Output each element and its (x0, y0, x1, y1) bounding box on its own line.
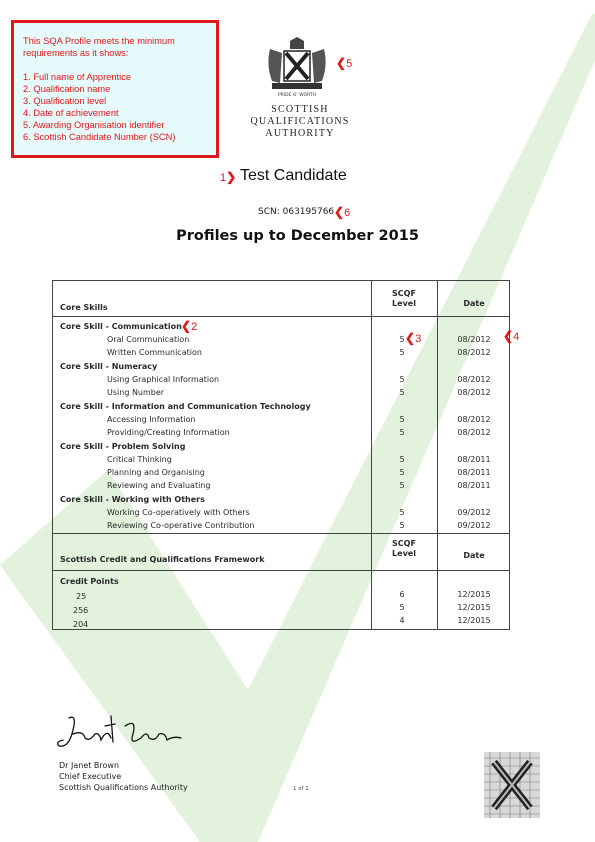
skill-name: Working Co-operatively with Others (107, 508, 250, 517)
results-table (52, 280, 510, 630)
signatory-name: Dr Janet Brown (59, 761, 120, 770)
credit-points-value: 256 (73, 606, 89, 615)
credit-points-value: 25 (76, 592, 87, 601)
section-heading: Core Skill - Numeracy (60, 362, 158, 371)
skill-name: Reviewing and Evaluating (107, 481, 211, 490)
skill-date: 08/2012 (457, 388, 491, 397)
skill-date: 08/2012 (457, 375, 491, 384)
section-heading: Core Skill - Working with Others (60, 495, 205, 504)
annotation-marker-4: ❮4 (503, 329, 520, 343)
skill-date: 08/2012 (457, 335, 491, 344)
logo-line-authority: AUTHORITY (265, 128, 335, 139)
info-intro-line: requirements as it shows: (23, 48, 129, 58)
info-intro-line: This SQA Profile meets the minimum (23, 36, 175, 46)
framework-col-scqf: SCQF (392, 539, 416, 548)
skill-level: 5 (399, 468, 405, 477)
handwritten-signature (55, 712, 185, 757)
section-heading: Core Skill - Communication (60, 322, 182, 331)
annotation-marker-5: ❮5 (336, 56, 353, 70)
skill-date: 08/2012 (457, 428, 491, 437)
credit-date: 12/2015 (457, 590, 491, 599)
logo-line-scottish: SCOTTISH (271, 104, 329, 115)
security-seal-icon (484, 752, 540, 818)
skill-level: 5 (399, 388, 405, 397)
col-header-scqf: SCQF (392, 289, 416, 298)
credit-level: 5 (399, 603, 405, 612)
skill-level: 5 (399, 455, 405, 464)
skill-name: Using Number (107, 388, 165, 397)
svg-text:PRIDE O' WORTH: PRIDE O' WORTH (277, 93, 317, 98)
scn-number: SCN: 063195766 (258, 207, 335, 217)
skill-level: 5 (399, 348, 405, 357)
skill-name: Critical Thinking (107, 455, 172, 464)
skill-level: 5 (399, 481, 405, 490)
framework-header: Scottish Credit and Qualifications Framework (60, 555, 265, 564)
skill-level: 5 (399, 335, 405, 344)
info-item: 3. Qualification level (23, 96, 107, 106)
framework-col-level: Level (392, 549, 416, 558)
credit-level: 4 (399, 616, 405, 625)
info-item: 1. Full name of Apprentice (23, 72, 132, 82)
signatory-organisation: Scottish Qualifications Authority (59, 783, 188, 792)
section-heading: Core Skill - Problem Solving (60, 442, 186, 451)
skill-name: Written Communication (107, 348, 202, 357)
annotation-marker-1: 1❯ (220, 170, 237, 184)
section-heading: Core Skill - Information and Communication Technology (60, 402, 311, 411)
credit-date: 12/2015 (457, 616, 491, 625)
skill-name: Planning and Organising (107, 468, 205, 477)
info-item: 6. Scottish Candidate Number (SCN) (23, 132, 176, 142)
logo-line-qualifications: QUALIFICATIONS (250, 116, 350, 127)
skill-date: 08/2011 (457, 481, 491, 490)
sqa-crest-logo (262, 37, 332, 99)
skill-date: 08/2011 (457, 455, 491, 464)
skill-date: 08/2012 (457, 415, 491, 424)
skill-date: 08/2011 (457, 468, 491, 477)
col-header-core-skills: Core Skills (60, 303, 108, 312)
skill-level: 5 (399, 375, 405, 384)
annotation-marker-6: ❮6 (334, 205, 351, 219)
credit-points-label: Credit Points (60, 577, 119, 586)
info-item: 4. Date of achievement (23, 108, 119, 118)
skill-name: Accessing Information (107, 415, 196, 424)
credit-level: 6 (399, 590, 405, 599)
skill-name: Oral Communication (107, 335, 190, 344)
skill-name: Reviewing Co-operative Contribution (107, 521, 255, 530)
skill-level: 5 (399, 415, 405, 424)
framework-col-date: Date (463, 551, 485, 560)
page-number: 1 of 1 (293, 786, 309, 792)
annotation-marker-2: ❮2 (181, 319, 198, 333)
skill-date: 09/2012 (457, 521, 491, 530)
skill-level: 5 (399, 428, 405, 437)
annotation-marker-3: ❮3 (405, 331, 422, 345)
requirements-info-box (11, 20, 219, 158)
candidate-name: Test Candidate (240, 167, 347, 184)
skill-level: 5 (399, 521, 405, 530)
info-item: 2. Qualification name (23, 84, 111, 94)
skill-date: 08/2012 (457, 348, 491, 357)
credit-date: 12/2015 (457, 603, 491, 612)
col-header-date: Date (463, 299, 485, 308)
skill-level: 5 (399, 508, 405, 517)
credit-points-value: 204 (73, 620, 89, 629)
skill-date: 09/2012 (457, 508, 491, 517)
skill-name: Providing/Creating Information (107, 428, 230, 437)
page-title: Profiles up to December 2015 (176, 228, 419, 244)
signatory-role: Chief Executive (59, 772, 122, 781)
col-header-level: Level (392, 299, 416, 308)
info-item: 5. Awarding Organisation identifier (23, 120, 165, 130)
skill-name: Using Graphical Information (107, 375, 220, 384)
